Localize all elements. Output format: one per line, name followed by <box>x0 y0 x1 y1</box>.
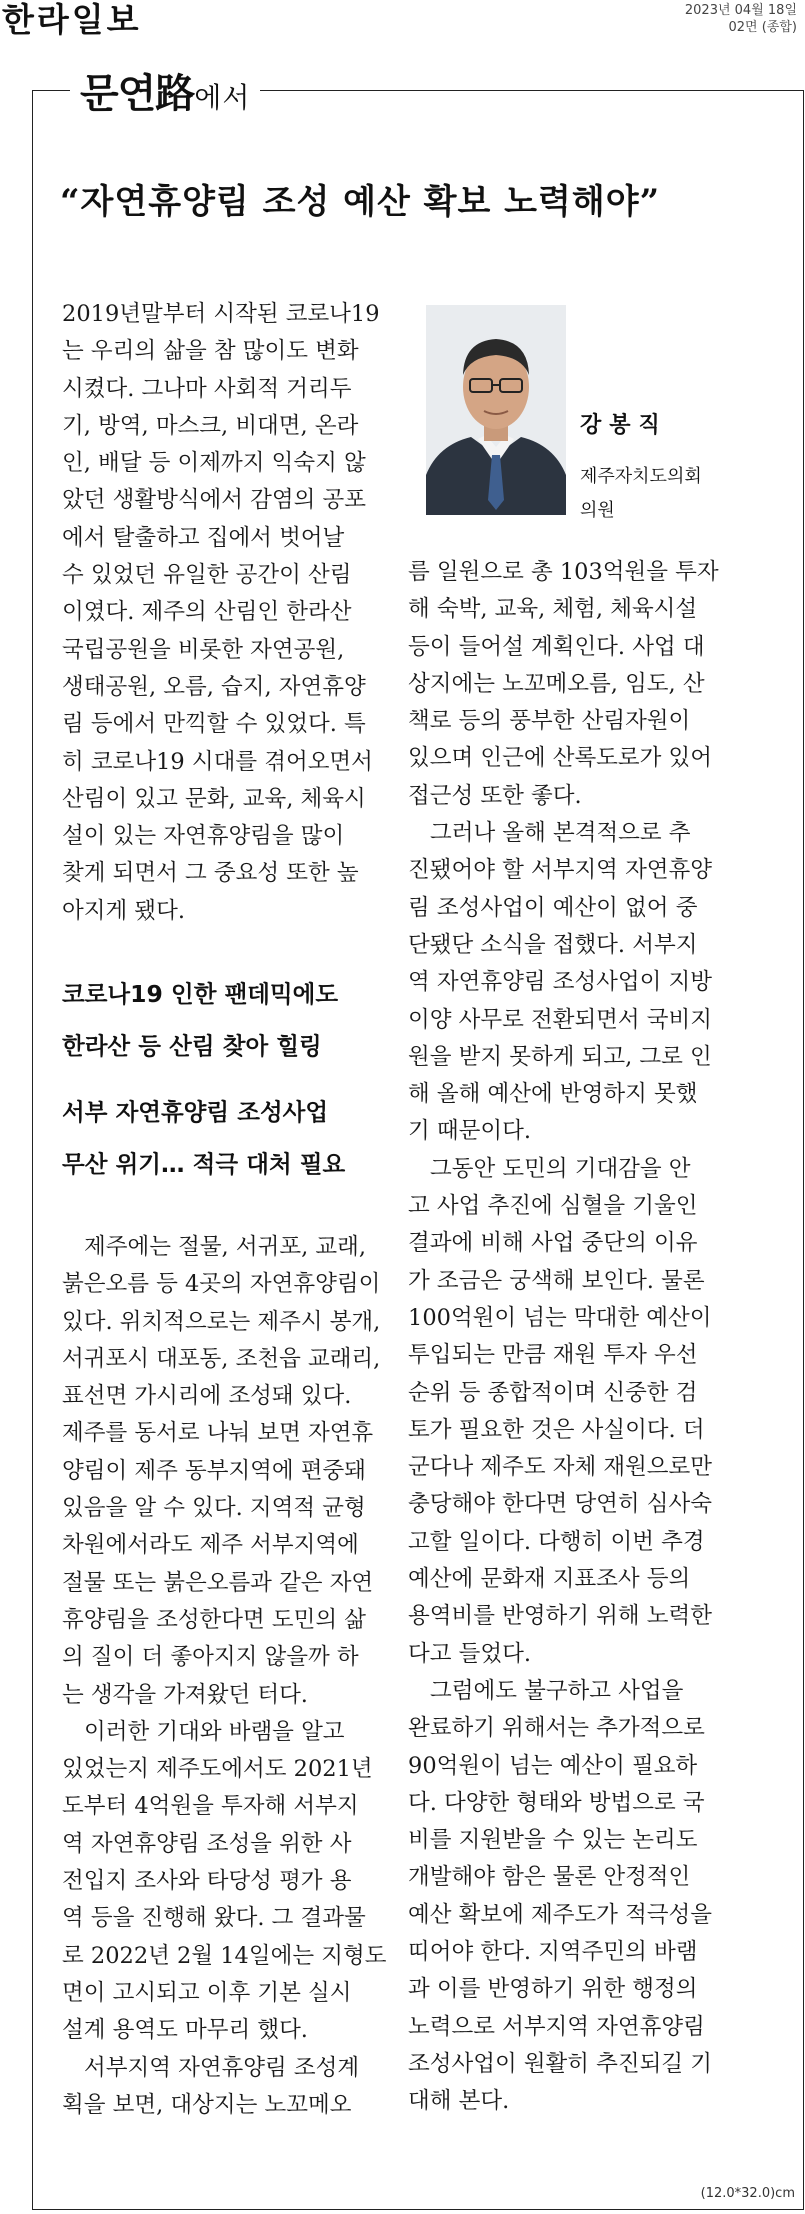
body-text-line: 이양 사무로 전환되면서 국비지 <box>408 1006 713 1033</box>
body-text-line: 국립공원을 비롯한 자연공원, <box>62 636 345 663</box>
body-text-line: 군다나 제주도 자체 재원으로만 <box>408 1454 713 1481</box>
author-affiliation-line: 제주자치도의회 <box>580 466 702 487</box>
body-text-line: 기 때문이다. <box>408 1118 531 1145</box>
body-text-line: 가 조금은 궁색해 보인다. 물론 <box>408 1267 705 1294</box>
body-text-line: 예산 확보에 제주도가 적극성을 <box>408 1901 713 1928</box>
body-text-line: 았던 생활방식에서 감염의 공포 <box>62 487 367 514</box>
body-text-line: 면이 고시되고 이후 기본 실시 <box>62 1979 352 2006</box>
body-text-line: 과 이를 반영하기 위한 행정의 <box>408 1976 698 2003</box>
body-text-line: 있음을 알 수 있다. 지역적 균형 <box>62 1495 366 1522</box>
body-text-line: 진됐어야 할 서부지역 자연휴양 <box>408 857 713 884</box>
body-text-line: 로 2022년 2월 14일에는 지형도 <box>62 1942 387 1969</box>
article-headline: “자연휴양림 조성 예산 확보 노력해야” <box>60 182 661 222</box>
body-text-line: 접근성 또한 좋다. <box>408 782 582 809</box>
masthead <box>0 0 805 40</box>
newspaper-name: 한라일보 <box>2 0 142 39</box>
body-text-line: 차원에서라도 제주 서부지역에 <box>62 1532 359 1559</box>
body-text-line: 대해 본다. <box>408 2088 510 2115</box>
body-text-line: 그럼에도 불구하고 사업을 <box>430 1677 684 1704</box>
author-name: 강봉직 <box>580 413 668 438</box>
body-text-line: 제주에는 절물, 서귀포, 교래, <box>84 1234 366 1260</box>
body-text-line: 원을 받지 못하게 되고, 그로 인 <box>408 1043 712 1070</box>
body-text-line: 휴양림을 조성한다면 도민의 삶 <box>62 1606 367 1633</box>
body-text-line: 림 등에서 만끽할 수 있었다. 특 <box>62 711 366 738</box>
body-text-line: 의 질이 더 좋아지지 않을까 하 <box>62 1644 359 1671</box>
column-logo <box>70 66 260 122</box>
body-text-line: 설이 있는 자연휴양림을 많이 <box>62 823 345 850</box>
body-text-line: 이였다. 제주의 산림인 한라산 <box>62 599 352 626</box>
body-column-right <box>408 554 719 2120</box>
column-logo-suffix: 에서 <box>194 81 251 114</box>
body-text-line: 등이 들어설 계획인다. 사업 대 <box>408 633 705 660</box>
body-text-line: 해 올해 예산에 반영하지 못했 <box>408 1081 698 1108</box>
body-text-line: 획을 보면, 대상지는 노꼬메오 <box>62 2091 352 2118</box>
body-text-line: 이러한 기대와 바램을 알고 <box>84 1718 345 1745</box>
size-note: (12.0*32.0)cm <box>700 2186 795 2201</box>
body-text-line: 완료하기 위해서는 추가적으로 <box>408 1715 705 1742</box>
body-text-line: 생태공원, 오름, 습지, 자연휴양 <box>62 673 366 700</box>
body-text-line: 에서 탈출하고 집에서 벗어날 <box>62 524 345 551</box>
body-text-line: 토가 필요한 것은 사실이다. 더 <box>408 1416 705 1443</box>
body-text-line: 충당해야 한다면 당연히 심사숙 <box>408 1491 713 1518</box>
body-text-line: 는 우리의 삶을 참 많이도 변화 <box>62 338 359 365</box>
body-text-line: 띠어야 한다. 지역주민의 바램 <box>408 1938 698 1965</box>
body-text-line: 노력으로 서부지역 자연휴양림 <box>408 2013 705 2040</box>
body-text-line: 서부지역 자연휴양림 조성계 <box>84 2054 360 2081</box>
body-text-line: 다고 들었다. <box>408 1640 531 1667</box>
body-text-line: 그동안 도민의 기대감을 안 <box>430 1155 691 1182</box>
body-text-line: 개발해야 함은 물론 안정적인 <box>408 1864 691 1891</box>
author-affiliation-line: 의원 <box>580 500 615 521</box>
body-column-left-top <box>62 296 380 930</box>
body-text-line: 있으며 인근에 산록도로가 있어 <box>408 745 713 772</box>
body-text-line: 100억원이 넘는 막대한 예산이 <box>408 1304 712 1331</box>
body-text-line: 투입되는 만큼 재원 투자 우선 <box>408 1342 698 1369</box>
body-text-line: 수 있었던 유일한 공간이 산림 <box>62 562 352 589</box>
body-text-line: 있었는지 제주도에서도 2021년 <box>62 1756 373 1783</box>
body-text-line: 조성사업이 원활히 추진되길 기 <box>408 2050 713 2077</box>
body-text-line: 설계 용역도 마무리 했다. <box>62 2017 308 2044</box>
body-text-line: 용역비를 반영하기 위해 노력한 <box>408 1603 713 1630</box>
body-text-line: 전입지 조사와 타당성 평가 용 <box>62 1868 352 1895</box>
body-text-line: 그러나 올해 본격적으로 추 <box>430 820 691 847</box>
body-text-line: 90억원이 넘는 예산이 필요하 <box>408 1752 698 1779</box>
body-text-line: 산림이 있고 문화, 교육, 체육시 <box>62 785 366 812</box>
body-text-line: 름 일원으로 총 103억원을 투자 <box>408 559 719 585</box>
body-text-line: 상지에는 노꼬메오름, 임도, 산 <box>408 670 705 697</box>
page-section: 02면 (종합) <box>728 20 797 35</box>
body-text-line: 결과에 비해 사업 중단의 이유 <box>408 1230 698 1257</box>
subheading: 무산 위기… 적극 대처 필요 <box>62 1150 346 1178</box>
body-text-line: 절물 또는 붉은오름과 같은 자연 <box>62 1569 374 1596</box>
body-text-line: 책로 등의 풍부한 산림자원이 <box>408 708 691 735</box>
body-text-line: 순위 등 종합적이며 신중한 검 <box>408 1379 698 1406</box>
body-text-line: 인, 배달 등 이제까지 익숙지 않 <box>62 450 366 477</box>
body-text-line: 역 자연휴양림 조성을 위한 사 <box>62 1830 352 1857</box>
body-column-left-bottom <box>62 1229 386 2124</box>
body-text-line: 비를 지원받을 수 있는 논리도 <box>408 1827 698 1854</box>
publication-date: 2023년 04월 18일 <box>684 3 797 18</box>
body-text-line: 고 사업 추진에 심혈을 기울인 <box>408 1193 698 1220</box>
body-text-line: 찾게 되면서 그 중요성 또한 높 <box>62 860 359 887</box>
body-text-line: 도부터 4억원을 투자해 서부지 <box>62 1793 359 1820</box>
body-text-line: 표선면 가시리에 조성돼 있다. <box>62 1383 352 1410</box>
body-text-line: 고할 일이다. 다행히 이번 추경 <box>408 1528 705 1555</box>
subheading: 코로나19 인한 팬데믹에도 <box>62 980 339 1008</box>
body-text-line: 붉은오름 등 4곳의 자연휴양림이 <box>62 1271 381 1298</box>
body-text-line: 서귀포시 대포동, 조천읍 교래리, <box>62 1345 381 1372</box>
body-text-line: 히 코로나19 시대를 겪어오면서 <box>62 748 373 775</box>
author-photo <box>426 305 566 515</box>
subheading: 서부 자연휴양림 조성사업 <box>62 1098 329 1126</box>
body-text-line: 아지게 됐다. <box>62 897 185 924</box>
body-text-line: 시켰다. 그나마 사회적 거리두 <box>62 375 352 402</box>
subheading: 한라산 등 산림 찾아 힐링 <box>62 1032 322 1060</box>
body-text-line: 역 자연휴양림 조성사업이 지방 <box>408 969 713 996</box>
body-text-line: 는 생각을 가져왔던 터다. <box>62 1681 308 1708</box>
body-text-line: 제주를 동서로 나눠 보면 자연휴 <box>62 1420 374 1447</box>
author-affiliation <box>580 460 702 528</box>
body-text-line: 2019년말부터 시작된 코로나19 <box>62 301 380 327</box>
body-text-line: 기, 방역, 마스크, 비대면, 온라 <box>62 412 359 439</box>
column-logo-main: 문연路 <box>80 71 195 117</box>
body-text-line: 예산에 문화재 지표조사 등의 <box>408 1566 691 1593</box>
body-text-line: 있다. 위치적으로는 제주시 봉개, <box>62 1308 381 1335</box>
body-text-line: 역 등을 진행해 왔다. 그 결과물 <box>62 1905 366 1932</box>
body-text-line: 해 숙박, 교육, 체험, 체육시설 <box>408 596 698 623</box>
body-text-line: 단됐단 소식을 접했다. 서부지 <box>408 931 698 958</box>
author-portrait-icon <box>426 305 566 515</box>
body-text-line: 다. 다양한 형태와 방법으로 국 <box>408 1789 705 1816</box>
body-text-line: 림 조성사업이 예산이 없어 중 <box>408 894 698 921</box>
body-text-line: 양림이 제주 동부지역에 편중돼 <box>62 1457 367 1484</box>
